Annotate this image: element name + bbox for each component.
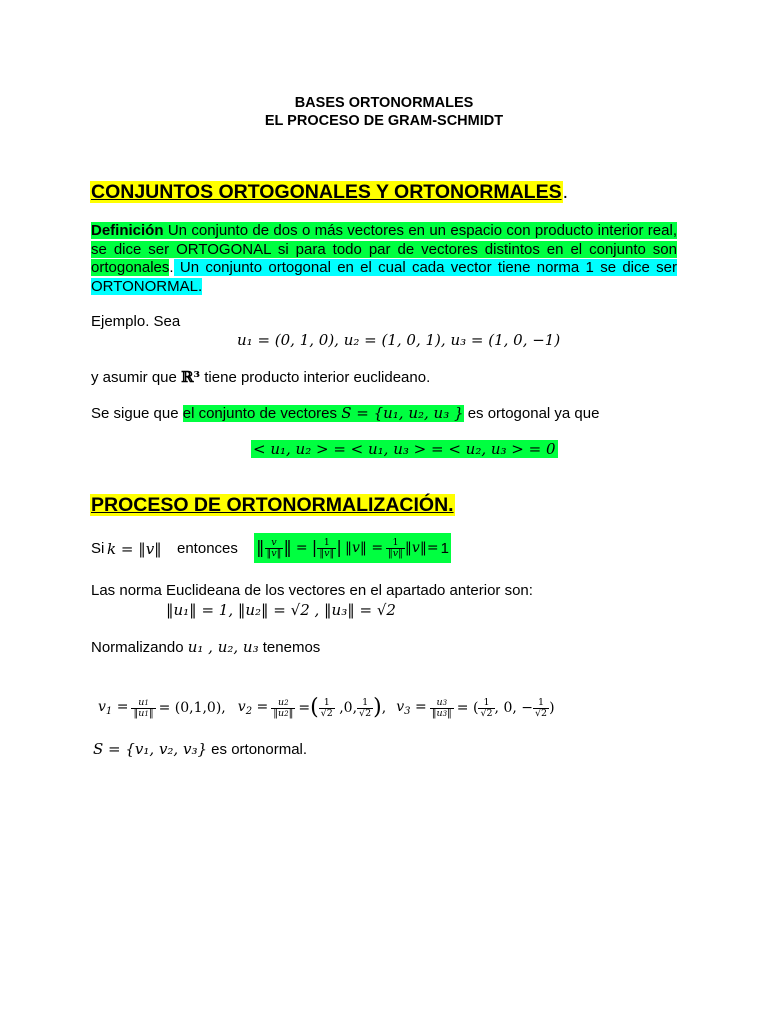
assume-euclidean-line: y asumir que ℝ³ tiene producto interior euclideano.: [91, 368, 431, 386]
k-definition: k = ‖v‖: [107, 540, 162, 558]
v-over-norm-fraction: $\frac{v}{‖v‖}$: [266, 536, 282, 559]
document-title: [0, 94, 768, 130]
set-s-result: S = {v₁, v₂, v₃}: [93, 740, 208, 758]
title-line-1: BASES ORTONORMALES: [294, 95, 474, 111]
one-over-norm-fraction-a: $\frac{1}{‖v‖}$: [319, 536, 335, 559]
normalizing-line: Normalizando u₁ , u₂, u₃ tenemos: [91, 638, 321, 656]
definition-paragraph: [91, 222, 677, 296]
section-heading-text: CONJUNTOS ORTOGONALES Y ORTONORMALES: [91, 181, 562, 203]
definition-label: Definición: [91, 222, 164, 239]
normalizing-vectors: u₁ , u₂, u₃: [187, 638, 259, 656]
orthogonal-set-highlight: el conjunto de vectores S = {u₁, u₂, u₃ }: [182, 404, 464, 422]
definition-period: .: [169, 259, 174, 276]
section-heading-text: PROCESO DE ORTONORMALIZACIÓN.: [91, 494, 454, 516]
inner-products-equation: < u₁, u₂ > = < u₁, u₃ > = < u₂, u₃ > = 0: [253, 440, 556, 458]
norms-equation: ‖u₁‖ = 1, ‖u₂‖ = √2 , ‖u₃‖ = √2: [166, 601, 396, 619]
set-s-expression: S = {u₁, u₂, u₃ }: [341, 404, 464, 422]
title-line-2: EL PROCESO DE GRAM-SCHMIDT: [264, 113, 504, 129]
example-intro: Ejemplo. Sea: [91, 313, 181, 330]
definition-orthogonal-text: Un conjunto de dos o más vectores en un espacio con producto interior real, se dice ser ORTOGONAL si para todo par de vectores distintos en el conjunto son ortogonales: [91, 222, 677, 276]
section-heading-orthogonal-sets: [90, 181, 568, 204]
one-over-norm-fraction-b: $\frac{1}{‖v‖}$: [388, 536, 403, 559]
example-vectors-equation: u₁ = (0, 1, 0), u₂ = (1, 0, 1), u₃ = (1, 0, −1): [237, 331, 561, 349]
si-prefix: Si: [91, 540, 105, 557]
r3-symbol: ℝ³: [181, 368, 201, 386]
normalization-equation: ‖ $\frac{v}{‖v‖}$ ‖ = | $\frac{1}{‖v‖}$ | ‖v‖ = $\frac{1}{‖v‖}$ ‖v‖= 1: [254, 533, 451, 563]
section-heading-orthonormalization: [90, 494, 455, 517]
follows-line: Se sigue que el conjunto de vectores S = {u₁, u₂, u₃ } es ortogonal ya que: [91, 404, 600, 422]
section-heading-period: .: [562, 181, 569, 203]
norms-intro: Las norma Euclideana de los vectores en el apartado anterior son:: [91, 582, 533, 599]
orthonormal-set-line: S = {v₁, v₂, v₃} es ortonormal.: [93, 740, 308, 758]
normalized-vectors-equation: $v_1$ = $\frac{u1}{‖u1‖}$ = (0,1,0), $v_2$ = $\frac{u2}{‖u2‖}$ = ( $\frac{1}{√2}$ ,0, $\frac{1}{√2}$ ) , $v_3$ = $\frac{u3}{‖u3‖}$ = ( $\frac{1}{√2}$ , 0, − $\frac{1}{√2}$ ): [98, 695, 555, 720]
entonces-label: entonces: [177, 540, 238, 557]
definition-orthonormal-text: Un conjunto ortogonal en el cual cada vector tiene norma 1 se dice ser ORTONORMAL.: [91, 259, 677, 295]
norm-one-result: 1: [440, 539, 449, 557]
